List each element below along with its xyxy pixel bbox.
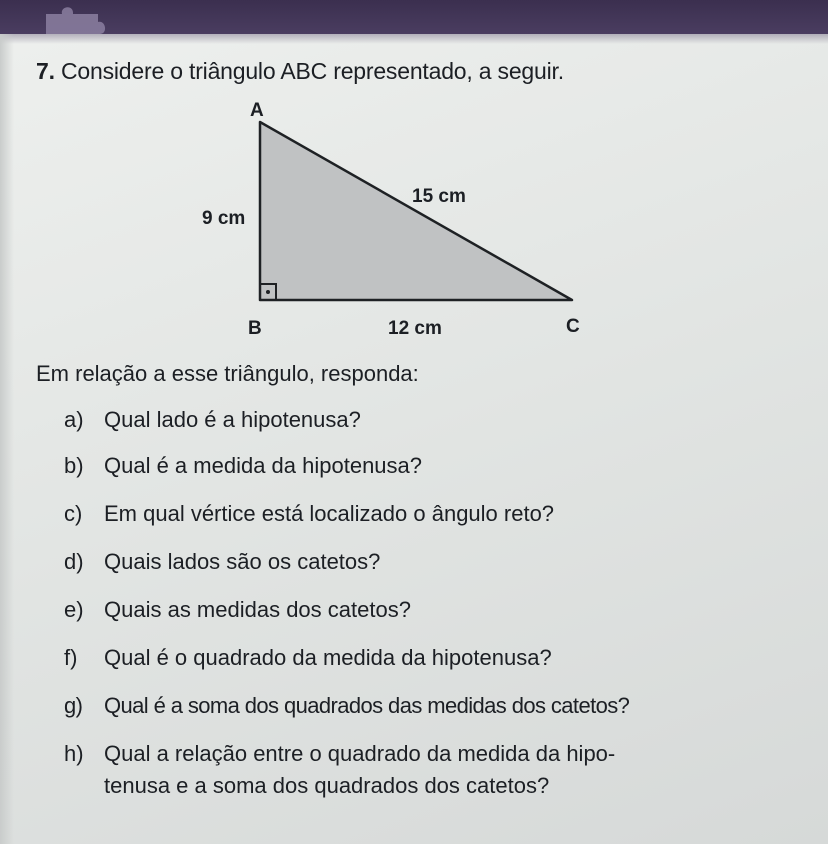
side-label-ab: 9 cm	[202, 208, 246, 229]
vertex-label-b: B	[248, 318, 262, 339]
list-item-d	[64, 549, 380, 575]
right-angle-dot	[266, 290, 270, 294]
page-edge	[0, 34, 14, 844]
item-text: Qual é o quadrado da medida da hipotenusa?	[104, 645, 552, 670]
question-title	[36, 58, 564, 85]
item-letter: b)	[64, 453, 84, 478]
item-letter: h)	[64, 741, 84, 766]
list-item-h	[64, 741, 616, 798]
item-text: Em qual vértice está localizado o ângulo reto?	[104, 501, 555, 526]
side-label-ac: 15 cm	[412, 186, 466, 207]
list-item-c	[64, 501, 554, 527]
triangle-figure	[180, 90, 620, 350]
item-text: Qual é a medida da hipotenusa?	[104, 453, 423, 478]
item-text: Qual é a soma dos quadrados das medidas dos catetos?	[104, 693, 630, 718]
item-text: Quais lados são os catetos?	[104, 549, 381, 574]
item-letter: f)	[64, 645, 78, 670]
list-item-g	[64, 693, 629, 719]
item-text: Qual a relação entre o quadrado da medida da hipo-	[104, 741, 616, 766]
item-letter: c)	[64, 501, 83, 526]
item-letter: e)	[64, 597, 84, 622]
question-text: Considere o triângulo ABC representado, a seguir.	[61, 58, 564, 84]
item-text: Qual lado é a hipotenusa?	[104, 407, 361, 432]
list-item-a	[64, 407, 361, 433]
puzzle-piece-icon	[40, 0, 120, 34]
header-band	[0, 0, 828, 34]
triangle-abc	[260, 122, 572, 300]
instructions: Em relação a esse triângulo, responda:	[36, 361, 419, 386]
list-item-b	[64, 453, 422, 479]
item-letter: g)	[64, 693, 83, 718]
header-band-shadow	[0, 34, 828, 44]
vertex-label-a: A	[250, 100, 264, 121]
question-number: 7.	[36, 58, 55, 84]
side-label-bc: 12 cm	[388, 318, 442, 339]
list-item-f	[64, 645, 552, 671]
vertex-label-c: C	[566, 316, 580, 337]
item-letter: d)	[64, 549, 84, 574]
item-text: Quais as medidas dos catetos?	[104, 597, 411, 622]
item-text-continuation: tenusa e a soma dos quadrados dos catetos?	[104, 773, 550, 798]
item-letter: a)	[64, 407, 84, 432]
list-item-e	[64, 597, 411, 623]
